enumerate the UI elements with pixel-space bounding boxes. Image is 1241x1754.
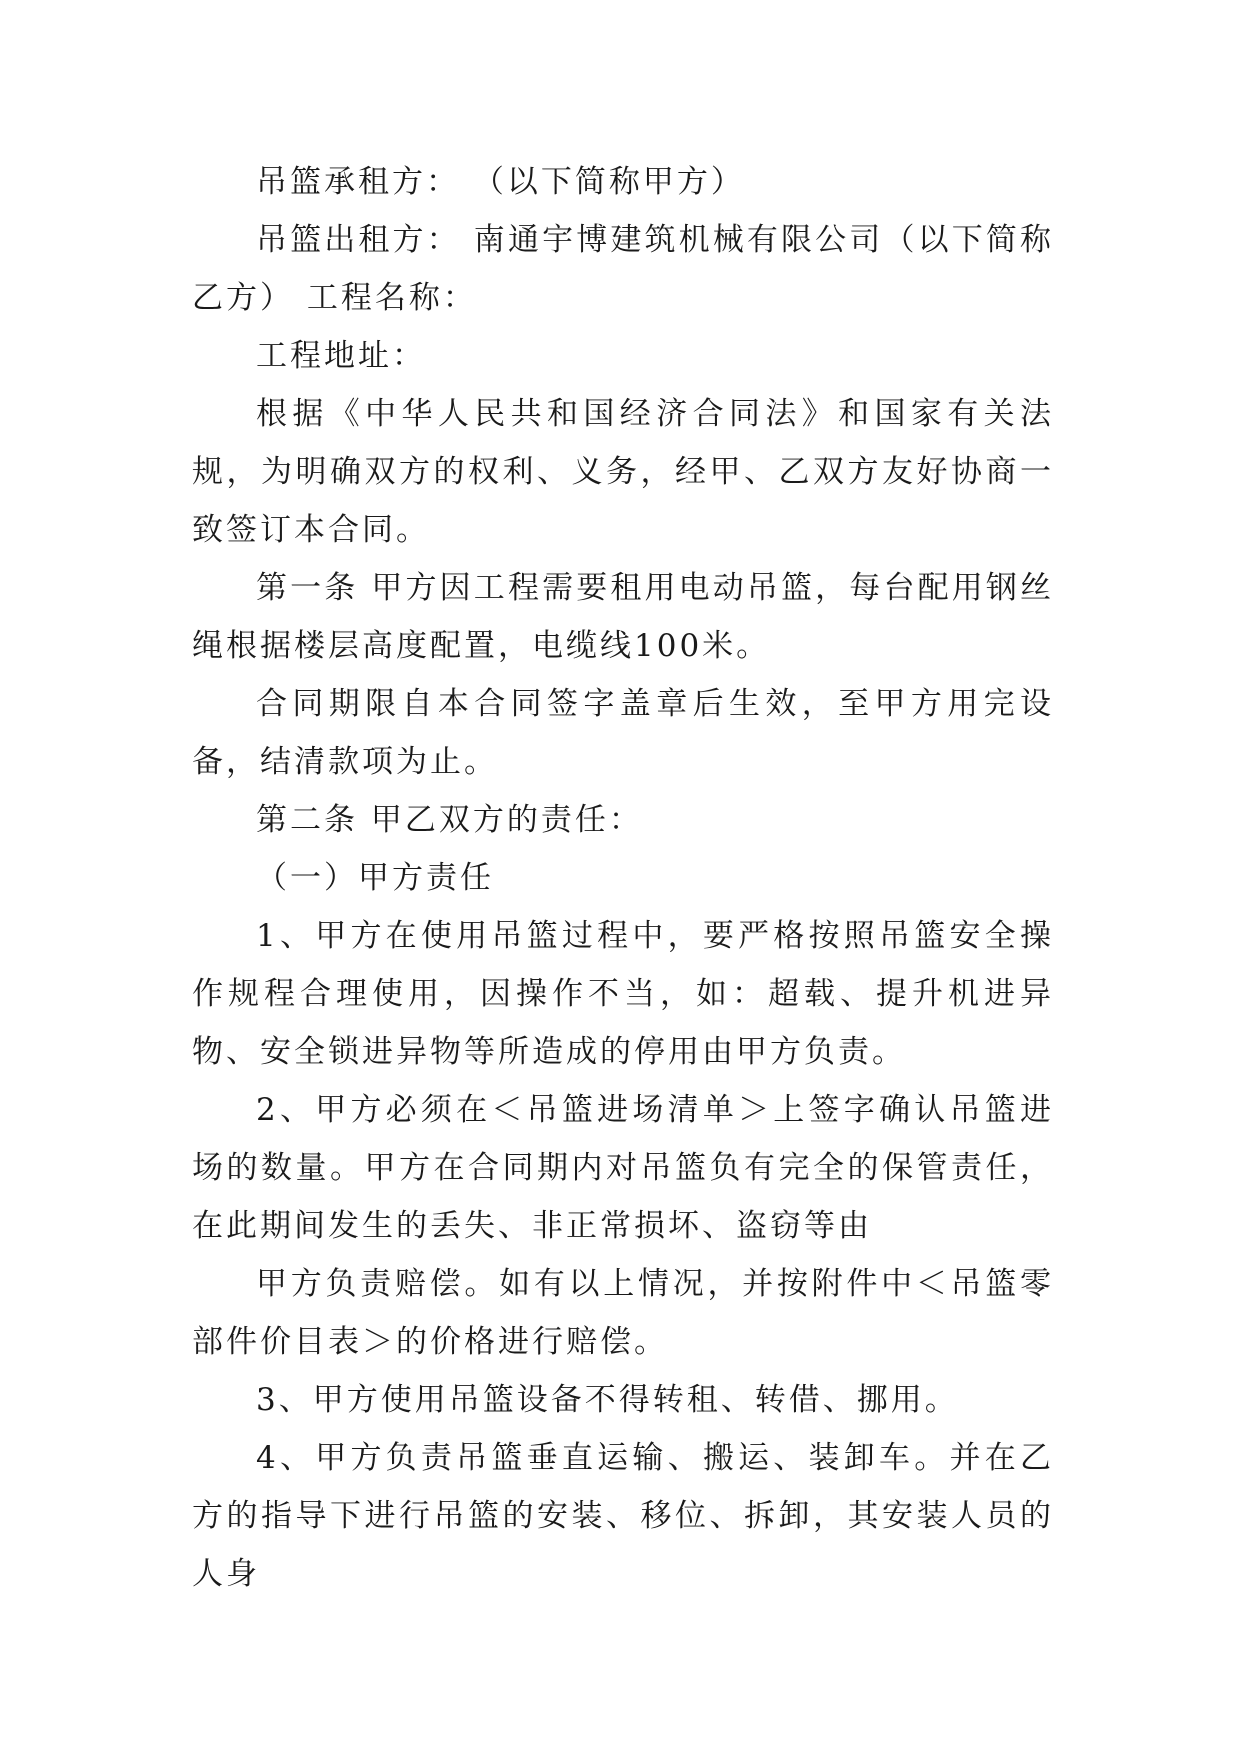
clause-2-paragraph: 2、甲方必须在＜吊篮进场清单＞上签字确认吊篮进场的数量。甲方在合同期内对吊篮负有完全的保管责任，在此期间发生的丢失、非正常损坏、盗窃等由 <box>192 1092 1054 1244</box>
lessee-line: 吊篮承租方： （以下简称甲方） <box>256 164 745 200</box>
lessor-line: 吊篮出租方： 南通宇博建筑机械有限公司（以下简称乙方） 工程名称： <box>192 222 1054 316</box>
clause-3-paragraph: 3、甲方使用吊篮设备不得转租、转借、挪用。 <box>256 1382 959 1418</box>
contract-term-paragraph: 合同期限自本合同签字盖章后生效，至甲方用完设备，结清款项为止。 <box>192 686 1054 780</box>
preamble-paragraph: 根据《中华人民共和国经济合同法》和国家有关法规，为明确双方的权利、义务，经甲、乙双方友好协商一致签订本合同。 <box>192 396 1054 548</box>
party-a-responsibility-heading: （一）甲方责任 <box>256 860 494 896</box>
clause-2-continued-paragraph: 甲方负责赔偿。如有以上情况，并按附件中＜吊篮零部件价目表＞的价格进行赔偿。 <box>192 1266 1054 1360</box>
clause-4-paragraph: 4、甲方负责吊篮垂直运输、搬运、装卸车。并在乙方的指导下进行吊篮的安装、移位、拆卸，其安装人员的人身 <box>192 1440 1054 1592</box>
project-address-line: 工程地址： <box>256 338 426 374</box>
article-two-heading: 第二条 甲乙双方的责任： <box>256 802 643 838</box>
clause-1-paragraph: 1、甲方在使用吊篮过程中，要严格按照吊篮安全操作规程合理使用，因操作不当，如：超载、提升机进异物、安全锁进异物等所造成的停用由甲方负责。 <box>192 918 1054 1070</box>
contract-body <box>192 153 1054 1603</box>
article-one-paragraph: 第一条 甲方因工程需要租用电动吊篮，每台配用钢丝绳根据楼层高度配置，电缆线100米。 <box>192 570 1054 664</box>
